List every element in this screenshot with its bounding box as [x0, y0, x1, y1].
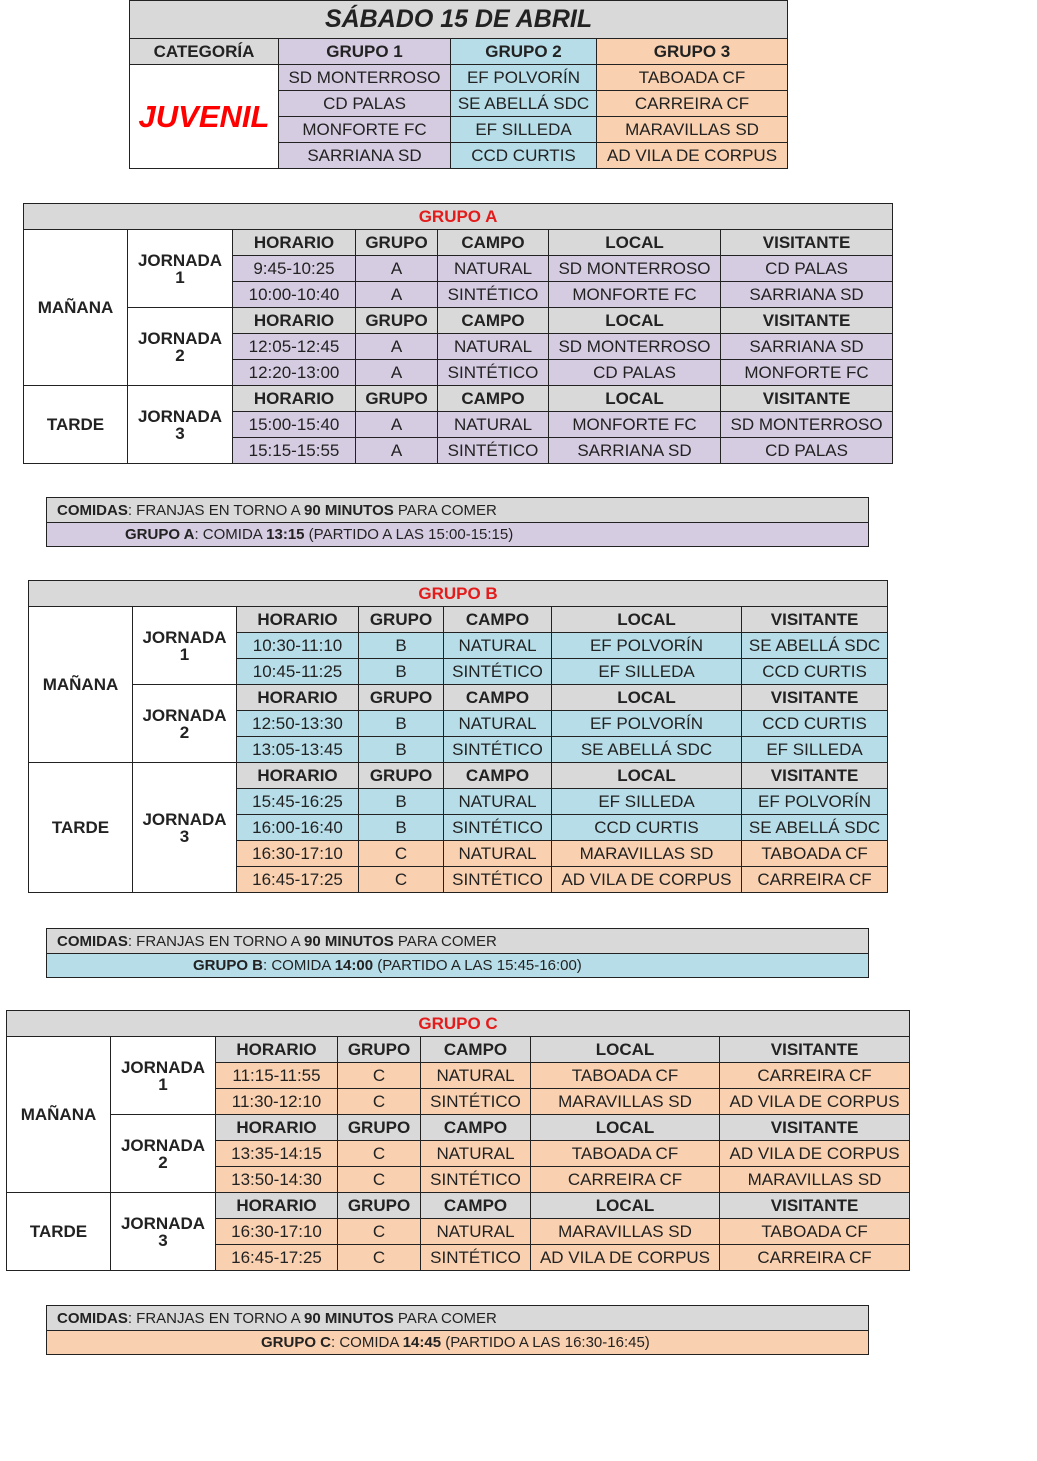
local: MARAVILLAS SD: [552, 841, 742, 867]
visitante: CARREIRA CF: [720, 1063, 910, 1089]
comidas-group-time: GRUPO C: COMIDA 14:45 (PARTIDO A LAS 16:30-16:45): [47, 1331, 869, 1355]
jornada-1-label: JORNADA 1: [111, 1037, 216, 1115]
comidas-group-time: GRUPO A: COMIDA 13:15 (PARTIDO A LAS 15:00-15:15): [47, 523, 869, 547]
tarde-label: TARDE: [29, 763, 133, 893]
col-campo: CAMPO: [438, 308, 549, 334]
grupo: C: [338, 1167, 421, 1193]
grupo: A: [356, 282, 438, 308]
local: CD PALAS: [549, 360, 721, 386]
visitante: CARREIRA CF: [742, 867, 888, 893]
team-cell: SE ABELLÁ SDC: [451, 91, 597, 117]
campo: NATURAL: [444, 711, 552, 737]
col-campo: CAMPO: [438, 386, 549, 412]
col-campo: CAMPO: [444, 607, 552, 633]
team-cell: MONFORTE FC: [279, 117, 451, 143]
header-grupo-3: GRUPO 3: [597, 39, 788, 65]
groups-overview-table: [129, 0, 788, 169]
col-grupo: GRUPO: [356, 230, 438, 256]
col-horario: HORARIO: [237, 763, 359, 789]
visitante: SARRIANA SD: [721, 282, 893, 308]
local: MONFORTE FC: [549, 282, 721, 308]
local: CARREIRA CF: [531, 1167, 720, 1193]
grupo-a-title: GRUPO A: [24, 204, 893, 230]
visitante: TABOADA CF: [742, 841, 888, 867]
tarde-label: TARDE: [24, 386, 128, 464]
visitante: CD PALAS: [721, 256, 893, 282]
campo: SINTÉTICO: [438, 438, 549, 464]
horario: 16:45-17:25: [216, 1245, 338, 1271]
campo: SINTÉTICO: [444, 867, 552, 893]
visitante: SE ABELLÁ SDC: [742, 815, 888, 841]
campo: NATURAL: [438, 412, 549, 438]
campo: NATURAL: [438, 256, 549, 282]
col-visitante: VISITANTE: [742, 685, 888, 711]
horario: 15:00-15:40: [233, 412, 356, 438]
local: CCD CURTIS: [552, 815, 742, 841]
jornada-3-label: JORNADA 3: [111, 1193, 216, 1271]
manana-label: MAÑANA: [29, 607, 133, 763]
grupo-a-schedule: [23, 203, 893, 464]
col-local: LOCAL: [552, 685, 742, 711]
comidas-note: COMIDAS: FRANJAS EN TORNO A 90 MINUTOS PARA COMER: [47, 498, 869, 523]
col-grupo: GRUPO: [356, 308, 438, 334]
visitante: CARREIRA CF: [720, 1245, 910, 1271]
team-cell: TABOADA CF: [597, 65, 788, 91]
col-visitante: VISITANTE: [721, 386, 893, 412]
local: TABOADA CF: [531, 1063, 720, 1089]
col-local: LOCAL: [531, 1115, 720, 1141]
header-grupo-2: GRUPO 2: [451, 39, 597, 65]
jornada-3-label: JORNADA 3: [133, 763, 237, 893]
grupo-b-schedule: [28, 580, 888, 893]
visitante: EF SILLEDA: [742, 737, 888, 763]
col-campo: CAMPO: [421, 1193, 531, 1219]
campo: SINTÉTICO: [421, 1089, 531, 1115]
jornada-1-label: JORNADA 1: [128, 230, 233, 308]
visitante: SE ABELLÁ SDC: [742, 633, 888, 659]
grupo: C: [338, 1245, 421, 1271]
team-cell: CD PALAS: [279, 91, 451, 117]
local: EF POLVORÍN: [552, 633, 742, 659]
col-horario: HORARIO: [216, 1037, 338, 1063]
visitante: EF POLVORÍN: [742, 789, 888, 815]
col-local: LOCAL: [552, 763, 742, 789]
campo: NATURAL: [421, 1141, 531, 1167]
grupo: B: [359, 633, 444, 659]
col-campo: CAMPO: [438, 230, 549, 256]
col-horario: HORARIO: [237, 685, 359, 711]
jornada-1-label: JORNADA 1: [133, 607, 237, 685]
grupo-c-schedule: [6, 1010, 910, 1271]
col-visitante: VISITANTE: [720, 1037, 910, 1063]
visitante: AD VILA DE CORPUS: [720, 1089, 910, 1115]
grupo: C: [359, 841, 444, 867]
visitante: AD VILA DE CORPUS: [720, 1141, 910, 1167]
local: AD VILA DE CORPUS: [531, 1245, 720, 1271]
col-horario: HORARIO: [233, 308, 356, 334]
team-cell: EF POLVORÍN: [451, 65, 597, 91]
col-campo: CAMPO: [421, 1037, 531, 1063]
horario: 12:20-13:00: [233, 360, 356, 386]
col-local: LOCAL: [549, 386, 721, 412]
grupo: B: [359, 659, 444, 685]
col-local: LOCAL: [531, 1037, 720, 1063]
col-visitante: VISITANTE: [742, 607, 888, 633]
local: EF SILLEDA: [552, 659, 742, 685]
col-grupo: GRUPO: [359, 763, 444, 789]
categoria-juvenil: JUVENIL: [130, 65, 279, 169]
campo: SINTÉTICO: [444, 737, 552, 763]
grupo: C: [359, 867, 444, 893]
horario: 10:30-11:10: [237, 633, 359, 659]
local: MONFORTE FC: [549, 412, 721, 438]
grupo: A: [356, 412, 438, 438]
horario: 16:00-16:40: [237, 815, 359, 841]
col-horario: HORARIO: [216, 1193, 338, 1219]
team-cell: EF SILLEDA: [451, 117, 597, 143]
horario: 9:45-10:25: [233, 256, 356, 282]
grupo-b-comidas: [46, 928, 869, 978]
campo: SINTÉTICO: [421, 1245, 531, 1271]
jornada-2-label: JORNADA 2: [111, 1115, 216, 1193]
col-horario: HORARIO: [216, 1115, 338, 1141]
horario: 11:30-12:10: [216, 1089, 338, 1115]
campo: NATURAL: [444, 789, 552, 815]
visitante: TABOADA CF: [720, 1219, 910, 1245]
visitante: SARRIANA SD: [721, 334, 893, 360]
grupo: B: [359, 737, 444, 763]
local: SD MONTERROSO: [549, 334, 721, 360]
grupo: C: [338, 1141, 421, 1167]
local: EF SILLEDA: [552, 789, 742, 815]
horario: 16:30-17:10: [216, 1219, 338, 1245]
campo: NATURAL: [421, 1219, 531, 1245]
horario: 15:45-16:25: [237, 789, 359, 815]
horario: 10:45-11:25: [237, 659, 359, 685]
jornada-2-label: JORNADA 2: [133, 685, 237, 763]
col-horario: HORARIO: [237, 607, 359, 633]
col-local: LOCAL: [552, 607, 742, 633]
col-grupo: GRUPO: [338, 1037, 421, 1063]
grupo: A: [356, 334, 438, 360]
header-grupo-1: GRUPO 1: [279, 39, 451, 65]
local: SARRIANA SD: [549, 438, 721, 464]
grupo-c-comidas: [46, 1305, 869, 1355]
team-cell: CCD CURTIS: [451, 143, 597, 169]
horario: 16:30-17:10: [237, 841, 359, 867]
date-title: SÁBADO 15 DE ABRIL: [130, 1, 788, 39]
campo: NATURAL: [444, 633, 552, 659]
col-grupo: GRUPO: [356, 386, 438, 412]
campo: SINTÉTICO: [444, 815, 552, 841]
visitante: CCD CURTIS: [742, 659, 888, 685]
campo: SINTÉTICO: [444, 659, 552, 685]
campo: SINTÉTICO: [438, 282, 549, 308]
col-local: LOCAL: [549, 308, 721, 334]
col-grupo: GRUPO: [338, 1193, 421, 1219]
tarde-label: TARDE: [7, 1193, 111, 1271]
visitante: MONFORTE FC: [721, 360, 893, 386]
manana-label: MAÑANA: [24, 230, 128, 386]
jornada-3-label: JORNADA 3: [128, 386, 233, 464]
visitante: CCD CURTIS: [742, 711, 888, 737]
horario: 12:05-12:45: [233, 334, 356, 360]
comidas-note: COMIDAS: FRANJAS EN TORNO A 90 MINUTOS PARA COMER: [47, 1306, 869, 1331]
team-cell: SD MONTERROSO: [279, 65, 451, 91]
grupo-c-title: GRUPO C: [7, 1011, 910, 1037]
header-categoria: CATEGORÍA: [130, 39, 279, 65]
team-cell: MARAVILLAS SD: [597, 117, 788, 143]
local: MARAVILLAS SD: [531, 1219, 720, 1245]
comidas-note: COMIDAS: FRANJAS EN TORNO A 90 MINUTOS PARA COMER: [47, 929, 869, 954]
horario: 10:00-10:40: [233, 282, 356, 308]
grupo: A: [356, 256, 438, 282]
local: MARAVILLAS SD: [531, 1089, 720, 1115]
horario: 16:45-17:25: [237, 867, 359, 893]
local: SD MONTERROSO: [549, 256, 721, 282]
campo: NATURAL: [444, 841, 552, 867]
grupo-a-comidas: [46, 497, 869, 547]
horario: 15:15-15:55: [233, 438, 356, 464]
team-cell: AD VILA DE CORPUS: [597, 143, 788, 169]
grupo: C: [338, 1063, 421, 1089]
horario: 13:50-14:30: [216, 1167, 338, 1193]
grupo: C: [338, 1219, 421, 1245]
visitante: SD MONTERROSO: [721, 412, 893, 438]
col-visitante: VISITANTE: [720, 1115, 910, 1141]
campo: SINTÉTICO: [421, 1167, 531, 1193]
grupo: A: [356, 438, 438, 464]
local: TABOADA CF: [531, 1141, 720, 1167]
grupo: B: [359, 789, 444, 815]
col-local: LOCAL: [531, 1193, 720, 1219]
col-grupo: GRUPO: [338, 1115, 421, 1141]
campo: SINTÉTICO: [438, 360, 549, 386]
local: AD VILA DE CORPUS: [552, 867, 742, 893]
campo: NATURAL: [438, 334, 549, 360]
col-visitante: VISITANTE: [742, 763, 888, 789]
col-grupo: GRUPO: [359, 607, 444, 633]
grupo-b-title: GRUPO B: [29, 581, 888, 607]
local: EF POLVORÍN: [552, 711, 742, 737]
local: SE ABELLÁ SDC: [552, 737, 742, 763]
horario: 13:35-14:15: [216, 1141, 338, 1167]
horario: 12:50-13:30: [237, 711, 359, 737]
col-campo: CAMPO: [444, 763, 552, 789]
visitante: MARAVILLAS SD: [720, 1167, 910, 1193]
horario: 11:15-11:55: [216, 1063, 338, 1089]
col-local: LOCAL: [549, 230, 721, 256]
col-grupo: GRUPO: [359, 685, 444, 711]
col-campo: CAMPO: [444, 685, 552, 711]
col-campo: CAMPO: [421, 1115, 531, 1141]
col-visitante: VISITANTE: [720, 1193, 910, 1219]
col-horario: HORARIO: [233, 386, 356, 412]
campo: NATURAL: [421, 1063, 531, 1089]
col-visitante: VISITANTE: [721, 308, 893, 334]
col-horario: HORARIO: [233, 230, 356, 256]
col-visitante: VISITANTE: [721, 230, 893, 256]
team-cell: CARREIRA CF: [597, 91, 788, 117]
team-cell: SARRIANA SD: [279, 143, 451, 169]
grupo: B: [359, 711, 444, 737]
grupo: C: [338, 1089, 421, 1115]
grupo: A: [356, 360, 438, 386]
horario: 13:05-13:45: [237, 737, 359, 763]
visitante: CD PALAS: [721, 438, 893, 464]
grupo: B: [359, 815, 444, 841]
manana-label: MAÑANA: [7, 1037, 111, 1193]
comidas-group-time: GRUPO B: COMIDA 14:00 (PARTIDO A LAS 15:45-16:00): [47, 954, 869, 978]
jornada-2-label: JORNADA 2: [128, 308, 233, 386]
